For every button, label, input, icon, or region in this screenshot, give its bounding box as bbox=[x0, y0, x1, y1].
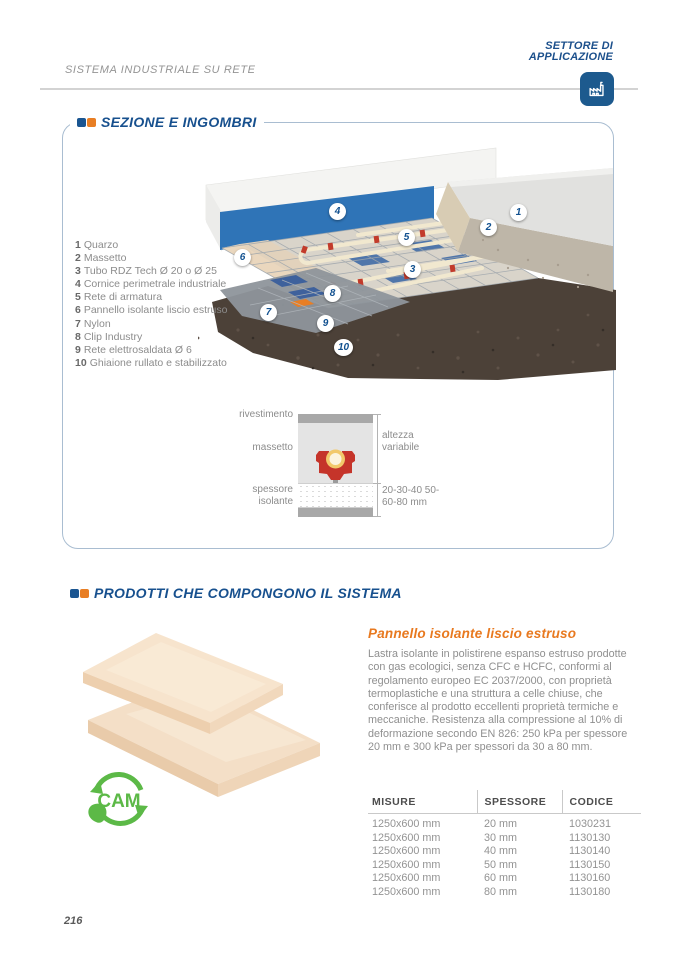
col-header-codice: CODICE bbox=[562, 790, 641, 814]
section-title-prodotti bbox=[63, 585, 409, 601]
table-row: 1250x600 mm 20 mm 1030231 bbox=[372, 818, 612, 830]
callout-6: 6 bbox=[234, 249, 251, 266]
table-header-row bbox=[368, 790, 641, 814]
callout-2: 2 bbox=[480, 219, 497, 236]
factory-icon bbox=[586, 78, 608, 100]
cam-label: CAM bbox=[97, 791, 141, 812]
legend-item: 3 Tubo RDZ Tech Ø 20 o Ø 25 bbox=[75, 265, 217, 278]
callout-7: 7 bbox=[260, 304, 277, 321]
callout-1: 1 bbox=[510, 204, 527, 221]
dim-tick bbox=[373, 414, 381, 415]
table-row: 1250x600 mm 30 mm 1130130 bbox=[372, 831, 611, 844]
product-name: Pannello isolante liscio estruso bbox=[368, 626, 577, 641]
breadcrumb: SISTEMA INDUSTRIALE SU RETE bbox=[65, 64, 256, 76]
product-description: Lastra isolante in polistirene espanso estruso prodotte con gas ecologici, senza CFC e HCFC, conformi al regolamento europeo EC 2037/2000, con proprietà termoplastiche e una struttura a celle chiuse, che conferisce al prodotto eccellenti proprietà termiche e meccaniche. Resistenza alla compressione al 10% di deformazione secondo EN 826: 250 kPa per spessore 20 mm e 300 kPa per spessori da 30 a 80 mm. bbox=[368, 648, 628, 754]
dim-tick bbox=[373, 483, 381, 484]
callout-5: 5 bbox=[398, 229, 415, 246]
col-header-misure: MISURE bbox=[368, 790, 477, 814]
label-altezza-variabile: altezza variabile bbox=[382, 430, 420, 453]
callout-10: 10 bbox=[334, 339, 353, 356]
label-rivestimento: rivestimento bbox=[239, 409, 293, 420]
blue-square-icon bbox=[70, 589, 79, 598]
blue-square-icon bbox=[77, 118, 86, 127]
legend-item: 4 Cornice perimetrale industriale bbox=[75, 278, 227, 291]
orange-square-icon bbox=[80, 589, 89, 598]
legend-item: 1 Quarzo bbox=[75, 239, 119, 251]
table-row: 1250x600 mm 60 mm 1130160 bbox=[372, 872, 611, 884]
callout-9: 9 bbox=[317, 315, 334, 332]
table-row: 1250x600 mm 50 mm 1130150 bbox=[372, 858, 611, 871]
base-band bbox=[298, 508, 373, 517]
pipe-clip-detail bbox=[314, 447, 358, 484]
legend-item: 9 Rete elettrosaldata Ø 6 bbox=[75, 343, 192, 356]
dimension-line bbox=[377, 414, 378, 517]
dim-tick bbox=[373, 516, 381, 517]
sector-label: SETTORE DI APPLICAZIONE bbox=[528, 40, 613, 63]
insulation-band bbox=[298, 483, 373, 508]
callout-3: 3 bbox=[404, 261, 421, 278]
legend-item: 6 Pannello isolante liscio estruso bbox=[75, 304, 228, 317]
product-table bbox=[368, 790, 641, 899]
legend-item: 2 Massetto bbox=[75, 252, 127, 265]
label-spessore-isolante: spessore isolante bbox=[252, 484, 293, 507]
table-row: 1250x600 mm 40 mm 1130140 bbox=[372, 845, 611, 857]
label-spessori-mm: 20-30-40 50-60-80 mm bbox=[382, 485, 440, 508]
legend-item: 10 Ghiaione rullato e stabilizzato bbox=[75, 356, 227, 369]
col-header-spessore: SPESSORE bbox=[477, 790, 562, 814]
legend-item: 7 Nylon bbox=[75, 317, 111, 330]
callout-4: 4 bbox=[329, 203, 346, 220]
legend-item: 8 Clip Industry bbox=[75, 330, 143, 343]
page-number: 216 bbox=[64, 915, 83, 927]
sector-icon-badge bbox=[580, 72, 614, 106]
coating-band bbox=[298, 414, 373, 423]
section-title-text: SEZIONE E INGOMBRI bbox=[101, 114, 257, 130]
legend-list bbox=[75, 239, 227, 370]
section-title-text: PRODOTTI CHE COMPONGONO IL SISTEMA bbox=[94, 585, 402, 601]
legend-item: 5 Rete di armatura bbox=[75, 291, 163, 304]
callout-8: 8 bbox=[324, 285, 341, 302]
table-row: 1250x600 mm 80 mm 1130180 bbox=[372, 885, 611, 898]
orange-square-icon bbox=[87, 118, 96, 127]
cam-eco-logo bbox=[82, 758, 160, 838]
header-divider bbox=[40, 88, 638, 90]
section-title-sezione bbox=[70, 114, 264, 130]
label-massetto: massetto bbox=[252, 442, 293, 453]
